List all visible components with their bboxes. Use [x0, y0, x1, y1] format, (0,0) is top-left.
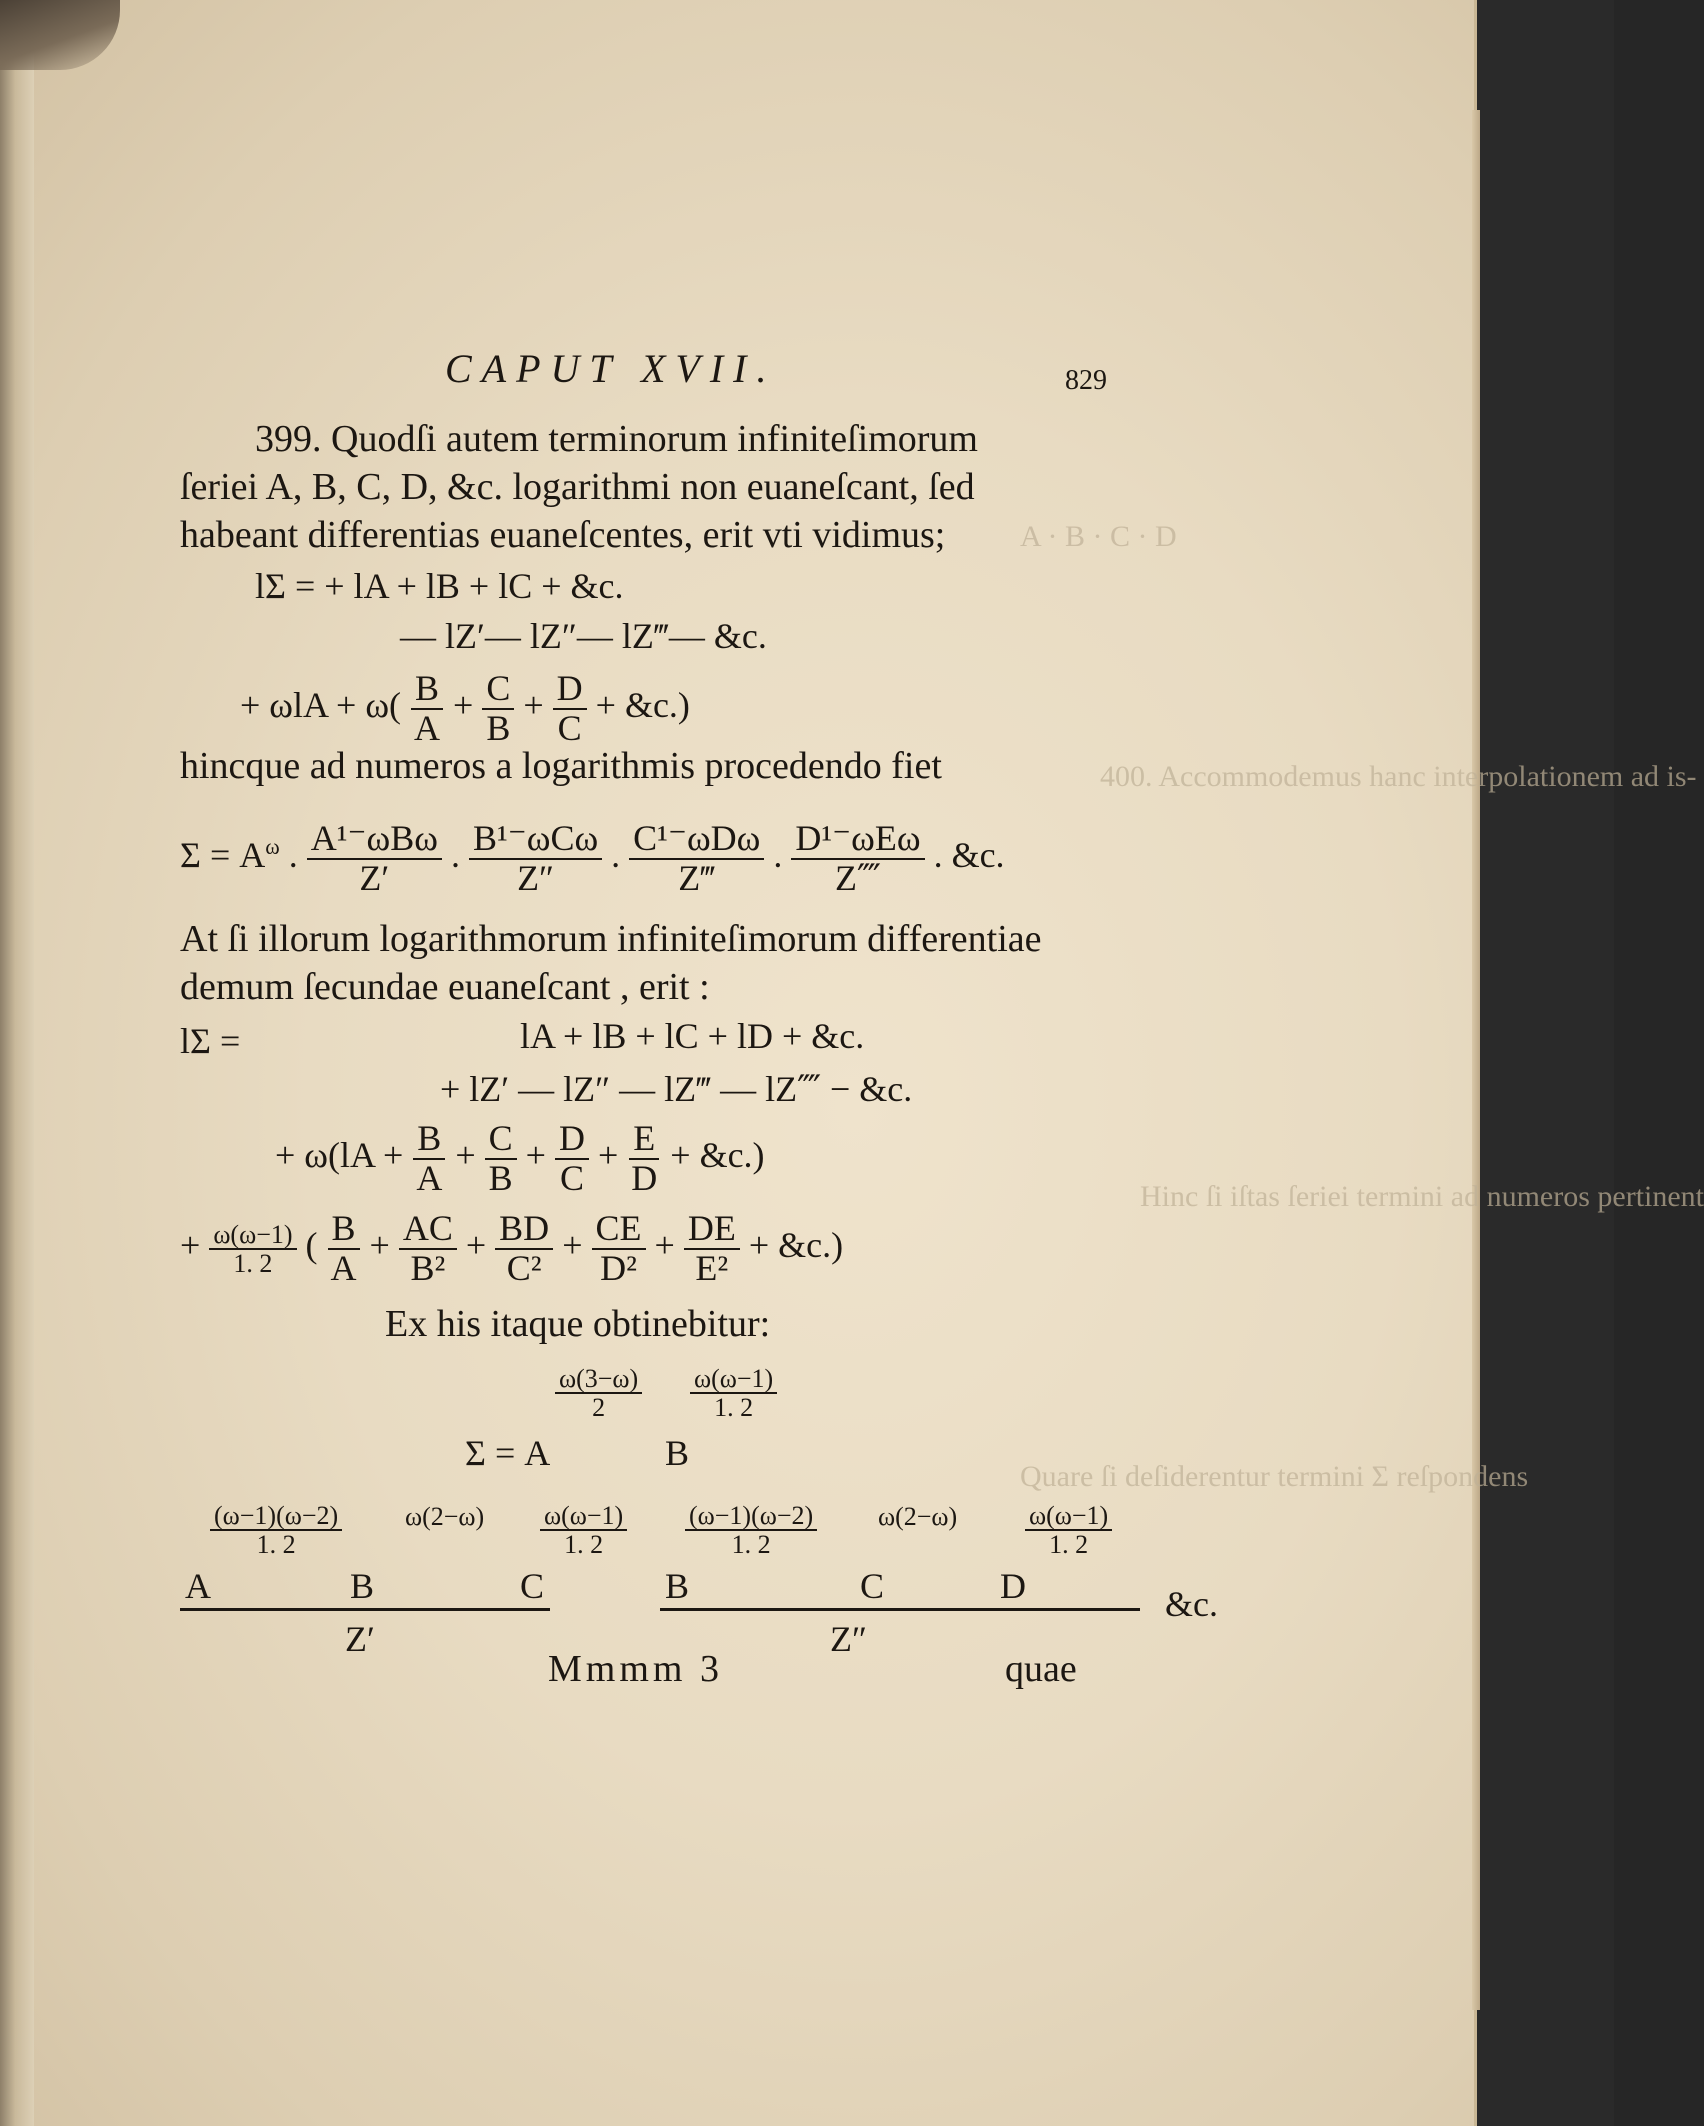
show-through: A · B · C · D	[1020, 520, 1177, 553]
page-number: 829	[1065, 365, 1107, 396]
fraction: $\frac{B}{A}$	[327, 1210, 361, 1288]
equation-base: C	[520, 1566, 545, 1606]
fraction: $\frac{\omega(\omega-1)}{1. 2}$	[209, 1221, 296, 1278]
paragraph-line: habeant differentias euaneſcentes, erit vti vidimus;	[180, 514, 946, 556]
eq-suffix: . &c.	[933, 835, 1005, 876]
equation-line: + lZ′ — lZ″ — lZ‴ — lZ⁗ − &c.	[440, 1069, 913, 1109]
fraction: $\frac{AC}{\text{B²}}$	[399, 1210, 457, 1288]
equation-base: A	[185, 1566, 211, 1606]
equation-line: $\Sigma = A^\omega$ . $\frac{\text{A¹⁻ωBω}}{Z'}$ . $\frac{\text{B¹⁻ωCω}}{Z''}$ . $\frac{\text{C¹⁻ωDω}}{Z‴}$ . $\frac{\text{D¹⁻ωEω}}{Z⁗}$ . &c.	[180, 818, 1005, 898]
show-through: Quare ſi deſiderentur termini Σ reſpondens	[1020, 1460, 1529, 1493]
exponent: ω(2−ω)	[405, 1502, 485, 1531]
equation-line: + $\frac{\omega(\omega-1)}{1. 2}$ ( $\frac{B}{A}$ + $\frac{AC}{\text{B²}}$ + $\frac{BD}{\text{C²}}$ + $\frac{CE}{\text{D²}}$ + $\frac{DE}{\text{E²}}$ + &c.)	[180, 1208, 844, 1288]
exponent-fraction: $\frac{\omega(\omega-1)}{1. 2}$	[690, 1365, 777, 1422]
book-spine	[0, 0, 34, 2126]
eq-lhs: Σ = A	[180, 835, 266, 876]
equation-lhs: Σ = A	[465, 1433, 551, 1473]
running-head: CAPUT XVII.	[445, 346, 777, 391]
fraction: $\frac{BD}{\text{C²}}$	[495, 1210, 553, 1288]
paragraph-line: At ſi illorum logarithmorum infiniteſimorum differentiae	[180, 918, 1042, 960]
exponent-fraction: $\frac{(\omega-1)(\omega-2)}{1. 2}$	[685, 1502, 817, 1559]
equation-line: + ωlA + ω( $\frac{B}{A}$ + $\frac{C}{B}$ + $\frac{D}{C}$ + &c.)	[240, 668, 690, 748]
eq-suffix: + &c.)	[748, 1225, 844, 1266]
equation-base: B	[665, 1566, 690, 1606]
fraction: $\frac{C}{B}$	[482, 670, 514, 748]
page-edge	[1472, 110, 1480, 2010]
eq-prefix: + ωlA + ω(	[240, 685, 401, 726]
eq-prefix: + ω(lA	[275, 1135, 374, 1176]
paragraph-line: demum ſecundae euaneſcant , erit :	[180, 966, 710, 1008]
equation-base: D	[1000, 1566, 1026, 1606]
exponent-fraction: $\frac{\omega(3-\omega)}{2}$	[555, 1365, 642, 1422]
exponent: ω(2−ω)	[878, 1502, 958, 1531]
paragraph-line: 399. Quodſi autem terminorum infiniteſimorum	[255, 418, 978, 460]
exponent: ω	[265, 834, 280, 860]
fraction-bar	[180, 1608, 550, 1611]
exponent-fraction: $\frac{(\omega-1)(\omega-2)}{1. 2}$	[210, 1502, 342, 1559]
fraction: $\frac{E}{D}$	[631, 1118, 658, 1198]
eq-suffix: + &c.)	[595, 685, 690, 726]
fraction: $\frac{DE}{\text{E²}}$	[684, 1210, 740, 1288]
equation-line: lA + lB + lC + lD + &c.	[520, 1016, 865, 1056]
equation-base: B	[665, 1433, 690, 1473]
show-through: 400. Accommodemus hanc interpolationem ad is-	[1100, 760, 1697, 793]
fraction: $\frac{B}{A}$	[412, 1120, 446, 1198]
fraction: $\frac{\text{B¹⁻ωCω}}{Z''}$	[469, 820, 602, 898]
fraction: $\frac{\text{A¹⁻ωBω}}{Z'}$	[307, 820, 442, 898]
eq-suffix: &c.	[1165, 1584, 1218, 1624]
equation-base: B	[350, 1566, 375, 1606]
fraction: $\frac{C}{B}$	[485, 1120, 517, 1198]
catchword: quae	[1005, 1648, 1077, 1690]
equation-denominator: Z′	[345, 1619, 375, 1659]
fraction: $\frac{CE}{\text{D²}}$	[592, 1210, 646, 1288]
fraction: $\frac{D}{C}$	[555, 1120, 589, 1198]
paragraph-line: ſeriei A, B, C, D, &c. logarithmi non euaneſcant, ſed	[180, 466, 975, 508]
exponent-fraction: $\frac{\omega(\omega-1)}{1. 2}$	[1025, 1502, 1112, 1559]
equation-line: + ω(lA + $\frac{B}{A}$ + $\frac{C}{B}$ + $\frac{D}{C}$ + $\frac{E}{D}$ + &c.)	[275, 1118, 765, 1198]
fraction: $\frac{B}{A}$	[410, 670, 444, 748]
eq-suffix: + &c.)	[670, 1135, 765, 1176]
show-through: Hinc ſi iſtas ſeriei termini ad numeros pertinent	[1140, 1180, 1704, 1213]
fraction: $\frac{\text{D¹⁻ωEω}}{Z⁗}$	[791, 820, 924, 898]
paragraph-line: hincque ad numeros a logarithmis procedendo fiet	[180, 745, 942, 787]
fraction: $\frac{D}{C}$	[553, 670, 587, 748]
fraction: $\frac{\text{C¹⁻ωDω}}{Z‴}$	[629, 820, 764, 898]
paragraph-line: Ex his itaque obtinebitur:	[385, 1303, 771, 1345]
equation-line: lΣ = + lA + lB + lC + &c.	[255, 566, 624, 606]
equation-denominator: Z″	[830, 1619, 867, 1659]
equation-base: C	[860, 1566, 885, 1606]
fraction-bar	[660, 1608, 1140, 1611]
equation-line: — lZ′— lZ″— lZ‴— &c.	[400, 616, 767, 656]
exponent-fraction: $\frac{\omega(\omega-1)}{1. 2}$	[540, 1502, 627, 1559]
signature-mark: Mmmm 3	[548, 1648, 723, 1690]
equation-lhs: lΣ =	[180, 1021, 241, 1061]
